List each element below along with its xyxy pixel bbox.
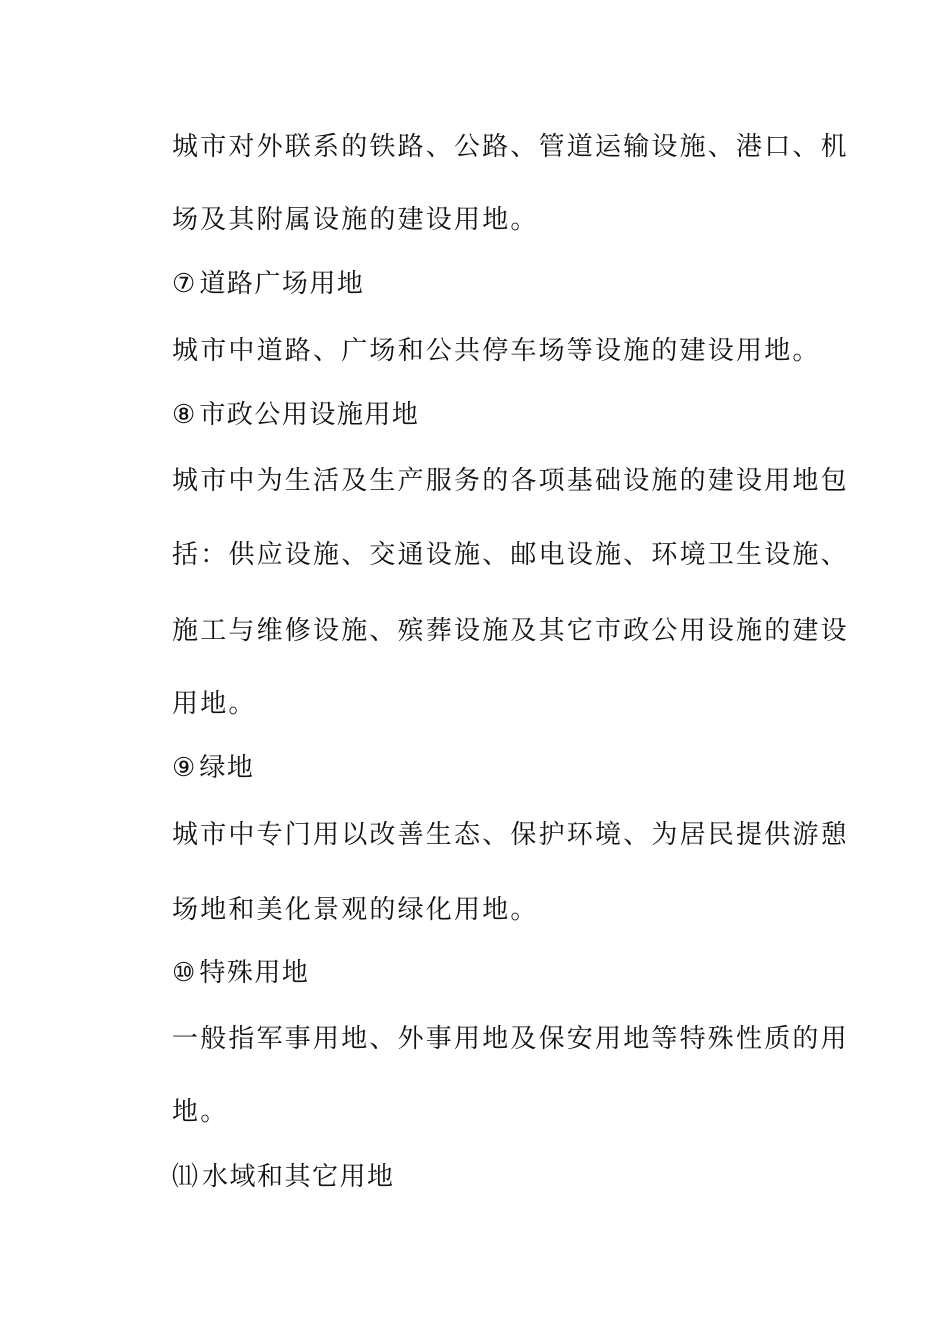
body-text-line: 括：供应设施、交通设施、邮电设施、环境卫生设施、: [172, 540, 849, 570]
section-title: 市政公用设施用地: [199, 400, 420, 430]
section-title: 水域和其它用地: [202, 1162, 395, 1192]
section-heading-municipal-utilities: [172, 400, 852, 430]
body-text-line: 城市对外联系的铁路、公路、管道运输设施、港口、机: [172, 132, 849, 162]
section-heading-road-square: [172, 269, 852, 299]
section-heading-special-use: [172, 958, 852, 988]
body-text-line: 场地和美化景观的绿化用地。: [172, 895, 539, 925]
section-title: 道路广场用地: [199, 269, 365, 299]
body-text-line: 场及其附属设施的建设用地。: [172, 205, 539, 235]
body-text-line: 施工与维修设施、殡葬设施及其它市政公用设施的建设: [172, 616, 849, 646]
body-text-line: 用地。: [172, 689, 257, 719]
section-number: ⑧: [172, 400, 196, 430]
section-heading-water-other: [172, 1162, 852, 1192]
body-text-line: 城市中为生活及生产服务的各项基础设施的建设用地包: [172, 466, 849, 496]
section-title: 特殊用地: [199, 958, 310, 988]
section-number: ⑩: [172, 958, 196, 988]
body-text-line: 地。: [172, 1097, 229, 1127]
body-text-line: 一般指军事用地、外事用地及保安用地等特殊性质的用: [172, 1024, 849, 1054]
section-number: ⑾: [172, 1162, 199, 1192]
section-number: ⑨: [172, 753, 196, 783]
section-number: ⑦: [172, 269, 196, 299]
body-text-line: 城市中道路、广场和公共停车场等设施的建设用地。: [172, 336, 821, 366]
body-text-line: 城市中专门用以改善生态、保护环境、为居民提供游憩: [172, 820, 849, 850]
section-title: 绿地: [199, 753, 255, 783]
section-heading-green-space: [172, 753, 852, 783]
